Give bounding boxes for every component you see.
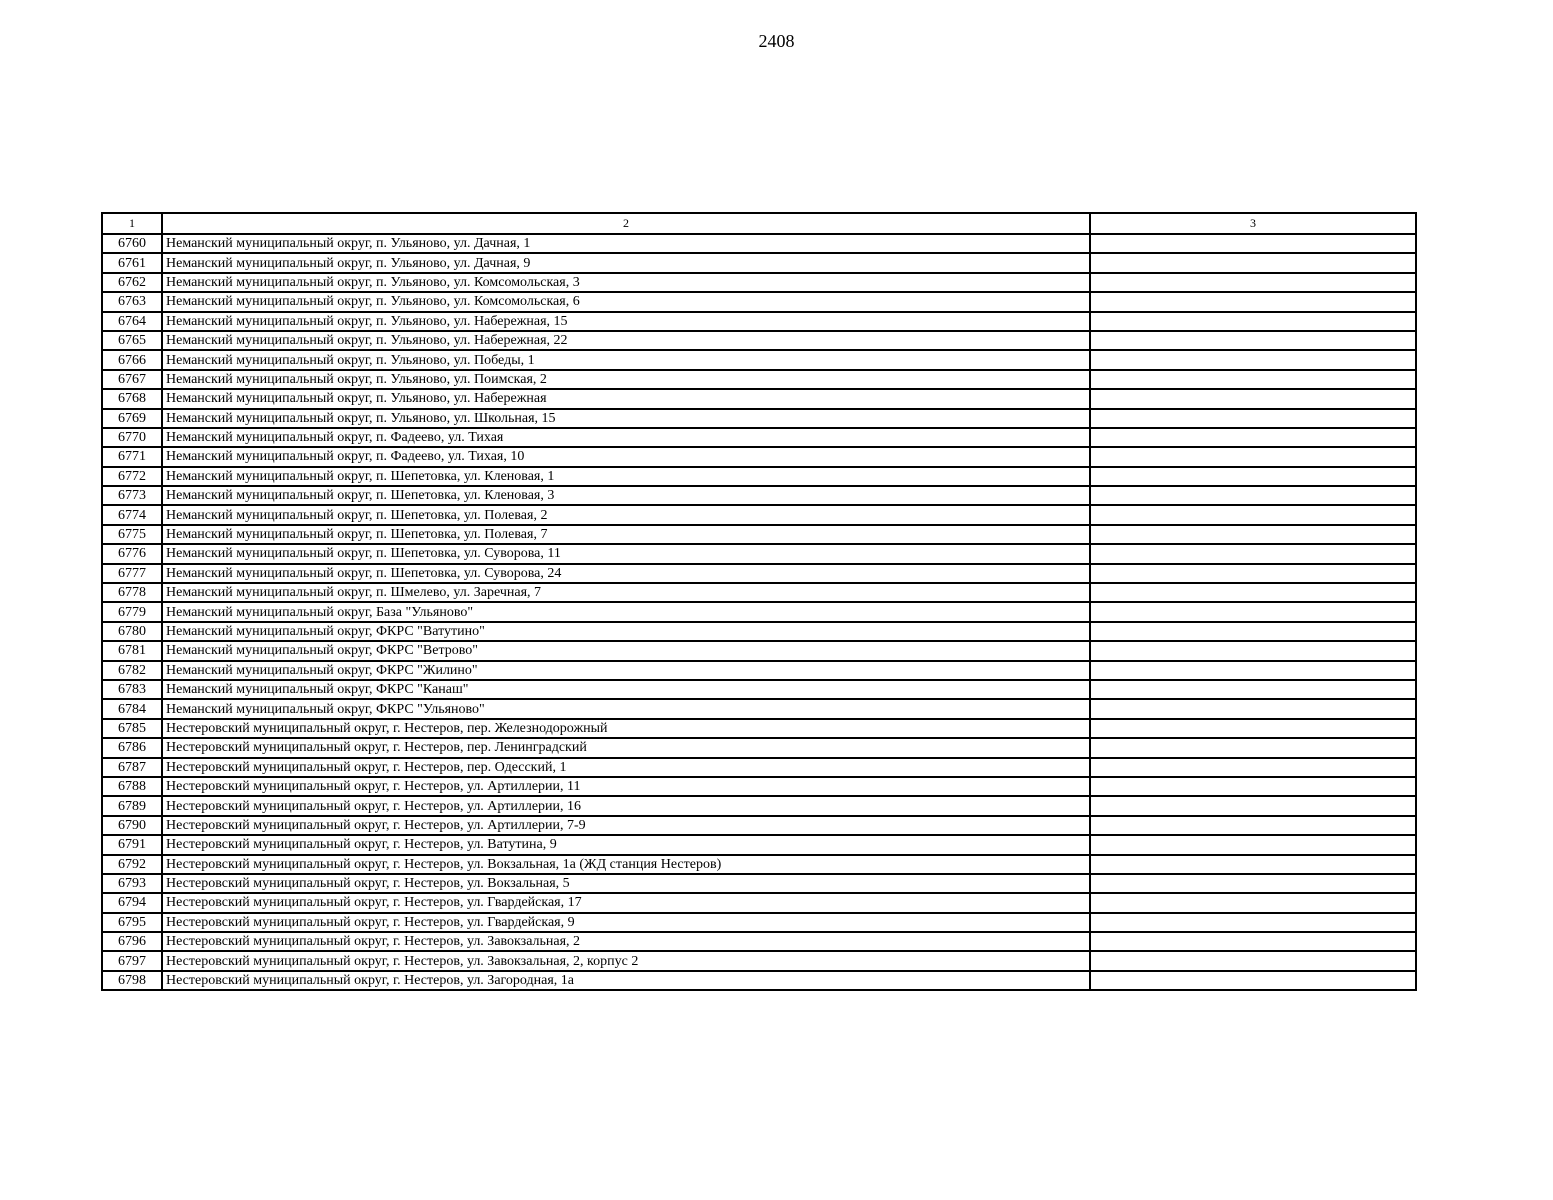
row-number-cell: 6785 [102,719,162,738]
column-3-cell [1090,971,1416,990]
column-3-cell [1090,234,1416,253]
table-row [102,913,1416,932]
table-header-row [102,213,1416,234]
table-row [102,816,1416,835]
table-row [102,292,1416,311]
row-number-cell: 6781 [102,641,162,660]
table-row [102,971,1416,990]
header-cell-1: 1 [102,213,162,234]
row-number-cell: 6771 [102,447,162,466]
row-number-cell: 6776 [102,544,162,563]
table-row [102,738,1416,757]
address-cell: Нестеровский муниципальный округ, г. Нестеров, ул. Завокзальная, 2, корпус 2 [162,951,1090,970]
address-cell: Нестеровский муниципальный округ, г. Нестеров, ул. Гвардейская, 9 [162,913,1090,932]
address-cell: Нестеровский муниципальный округ, г. Нестеров, ул. Завокзальная, 2 [162,932,1090,951]
address-cell: Нестеровский муниципальный округ, г. Нестеров, ул. Артиллерии, 16 [162,796,1090,815]
column-3-cell [1090,835,1416,854]
row-number-cell: 6796 [102,932,162,951]
address-cell: Нестеровский муниципальный округ, г. Нестеров, пер. Ленинградский [162,738,1090,757]
address-cell: Неманский муниципальный округ, п. Фадеево, ул. Тихая [162,428,1090,447]
column-3-cell [1090,816,1416,835]
table-row [102,505,1416,524]
row-number-cell: 6790 [102,816,162,835]
column-3-cell [1090,602,1416,621]
address-cell: Неманский муниципальный округ, п. Ульяново, ул. Набережная [162,389,1090,408]
row-number-cell: 6787 [102,758,162,777]
table-row [102,641,1416,660]
row-number-cell: 6783 [102,680,162,699]
column-3-cell [1090,699,1416,718]
row-number-cell: 6797 [102,951,162,970]
row-number-cell: 6778 [102,583,162,602]
column-3-cell [1090,428,1416,447]
row-number-cell: 6770 [102,428,162,447]
address-cell: Неманский муниципальный округ, п. Шепетовка, ул. Полевая, 7 [162,525,1090,544]
table-row [102,467,1416,486]
column-3-cell [1090,389,1416,408]
table-row [102,777,1416,796]
column-3-cell [1090,622,1416,641]
row-number-cell: 6773 [102,486,162,505]
table-row [102,661,1416,680]
row-number-cell: 6782 [102,661,162,680]
address-cell: Неманский муниципальный округ, п. Шепетовка, ул. Суворова, 24 [162,564,1090,583]
row-number-cell: 6766 [102,350,162,369]
table-row [102,447,1416,466]
column-3-cell [1090,932,1416,951]
table-row [102,699,1416,718]
table-row [102,253,1416,272]
column-3-cell [1090,370,1416,389]
table-row [102,389,1416,408]
column-3-cell [1090,951,1416,970]
header-cell-2: 2 [162,213,1090,234]
address-cell: Неманский муниципальный округ, п. Ульяново, ул. Школьная, 15 [162,409,1090,428]
address-cell: Неманский муниципальный округ, п. Ульяново, ул. Поимская, 2 [162,370,1090,389]
column-3-cell [1090,409,1416,428]
table-row [102,680,1416,699]
column-3-cell [1090,661,1416,680]
column-3-cell [1090,486,1416,505]
column-3-cell [1090,855,1416,874]
address-cell: Неманский муниципальный округ, ФКРС "Канаш" [162,680,1090,699]
table-row [102,428,1416,447]
table-row [102,370,1416,389]
column-3-cell [1090,292,1416,311]
row-number-cell: 6764 [102,312,162,331]
table-row [102,622,1416,641]
column-3-cell [1090,777,1416,796]
address-cell: Неманский муниципальный округ, ФКРС "Ульяново" [162,699,1090,718]
column-3-cell [1090,874,1416,893]
table-row [102,602,1416,621]
row-number-cell: 6788 [102,777,162,796]
table-row [102,486,1416,505]
table-body [102,213,1416,990]
row-number-cell: 6777 [102,564,162,583]
row-number-cell: 6765 [102,331,162,350]
row-number-cell: 6794 [102,893,162,912]
table-row [102,312,1416,331]
row-number-cell: 6784 [102,699,162,718]
column-3-cell [1090,253,1416,272]
column-3-cell [1090,564,1416,583]
address-cell: Нестеровский муниципальный округ, г. Нестеров, ул. Вокзальная, 5 [162,874,1090,893]
address-cell: Неманский муниципальный округ, ФКРС "Ветрово" [162,641,1090,660]
table-row [102,583,1416,602]
table-row [102,544,1416,563]
column-3-cell [1090,273,1416,292]
table-row [102,796,1416,815]
address-cell: Неманский муниципальный округ, ФКРС "Ватутино" [162,622,1090,641]
column-3-cell [1090,525,1416,544]
row-number-cell: 6760 [102,234,162,253]
address-cell: Неманский муниципальный округ, п. Шепетовка, ул. Кленовая, 3 [162,486,1090,505]
table-row [102,835,1416,854]
row-number-cell: 6780 [102,622,162,641]
address-cell: Нестеровский муниципальный округ, г. Нестеров, ул. Загородная, 1а [162,971,1090,990]
table-row [102,564,1416,583]
address-cell: Неманский муниципальный округ, п. Ульяново, ул. Комсомольская, 3 [162,273,1090,292]
table-row [102,932,1416,951]
column-3-cell [1090,758,1416,777]
address-cell: Неманский муниципальный округ, п. Ульяново, ул. Дачная, 9 [162,253,1090,272]
address-table [101,212,1417,991]
address-cell: Неманский муниципальный округ, п. Шепетовка, ул. Полевая, 2 [162,505,1090,524]
address-cell: Неманский муниципальный округ, База "Ульяново" [162,602,1090,621]
column-3-cell [1090,350,1416,369]
address-cell: Нестеровский муниципальный округ, г. Нестеров, ул. Гвардейская, 17 [162,893,1090,912]
table-row [102,409,1416,428]
column-3-cell [1090,641,1416,660]
table-row [102,855,1416,874]
column-3-cell [1090,893,1416,912]
row-number-cell: 6768 [102,389,162,408]
column-3-cell [1090,796,1416,815]
address-cell: Неманский муниципальный округ, ФКРС "Жилино" [162,661,1090,680]
row-number-cell: 6762 [102,273,162,292]
column-3-cell [1090,467,1416,486]
address-cell: Неманский муниципальный округ, п. Шмелево, ул. Заречная, 7 [162,583,1090,602]
table-row [102,525,1416,544]
row-number-cell: 6786 [102,738,162,757]
address-cell: Неманский муниципальный округ, п. Фадеево, ул. Тихая, 10 [162,447,1090,466]
address-cell: Неманский муниципальный округ, п. Ульяново, ул. Победы, 1 [162,350,1090,369]
table-row [102,719,1416,738]
row-number-cell: 6774 [102,505,162,524]
row-number-cell: 6772 [102,467,162,486]
row-number-cell: 6763 [102,292,162,311]
row-number-cell: 6775 [102,525,162,544]
address-cell: Неманский муниципальный округ, п. Ульяново, ул. Дачная, 1 [162,234,1090,253]
row-number-cell: 6761 [102,253,162,272]
column-3-cell [1090,738,1416,757]
row-number-cell: 6792 [102,855,162,874]
column-3-cell [1090,331,1416,350]
table-row [102,893,1416,912]
table-row [102,350,1416,369]
address-cell: Неманский муниципальный округ, п. Ульяново, ул. Набережная, 22 [162,331,1090,350]
table-row [102,758,1416,777]
column-3-cell [1090,913,1416,932]
table-row [102,234,1416,253]
row-number-cell: 6769 [102,409,162,428]
column-3-cell [1090,719,1416,738]
row-number-cell: 6789 [102,796,162,815]
address-cell: Нестеровский муниципальный округ, г. Нестеров, ул. Ватутина, 9 [162,835,1090,854]
table-row [102,273,1416,292]
address-cell: Неманский муниципальный округ, п. Шепетовка, ул. Суворова, 11 [162,544,1090,563]
address-cell: Нестеровский муниципальный округ, г. Нестеров, пер. Одесский, 1 [162,758,1090,777]
header-cell-3: 3 [1090,213,1416,234]
column-3-cell [1090,544,1416,563]
page-number: 2408 [758,31,795,51]
row-number-cell: 6793 [102,874,162,893]
address-cell: Нестеровский муниципальный округ, г. Нестеров, ул. Артиллерии, 11 [162,777,1090,796]
address-cell: Нестеровский муниципальный округ, г. Нестеров, пер. Железнодорожный [162,719,1090,738]
row-number-cell: 6791 [102,835,162,854]
column-3-cell [1090,505,1416,524]
row-number-cell: 6795 [102,913,162,932]
row-number-cell: 6798 [102,971,162,990]
table-row [102,331,1416,350]
address-cell: Неманский муниципальный округ, п. Ульяново, ул. Комсомольская, 6 [162,292,1090,311]
column-3-cell [1090,312,1416,331]
address-cell: Неманский муниципальный округ, п. Ульяново, ул. Набережная, 15 [162,312,1090,331]
column-3-cell [1090,447,1416,466]
address-cell: Нестеровский муниципальный округ, г. Нестеров, ул. Артиллерии, 7-9 [162,816,1090,835]
row-number-cell: 6767 [102,370,162,389]
row-number-cell: 6779 [102,602,162,621]
table-row [102,874,1416,893]
column-3-cell [1090,583,1416,602]
table-row [102,951,1416,970]
column-3-cell [1090,680,1416,699]
address-cell: Неманский муниципальный округ, п. Шепетовка, ул. Кленовая, 1 [162,467,1090,486]
address-cell: Нестеровский муниципальный округ, г. Нестеров, ул. Вокзальная, 1а (ЖД станция Нестеров) [162,855,1090,874]
